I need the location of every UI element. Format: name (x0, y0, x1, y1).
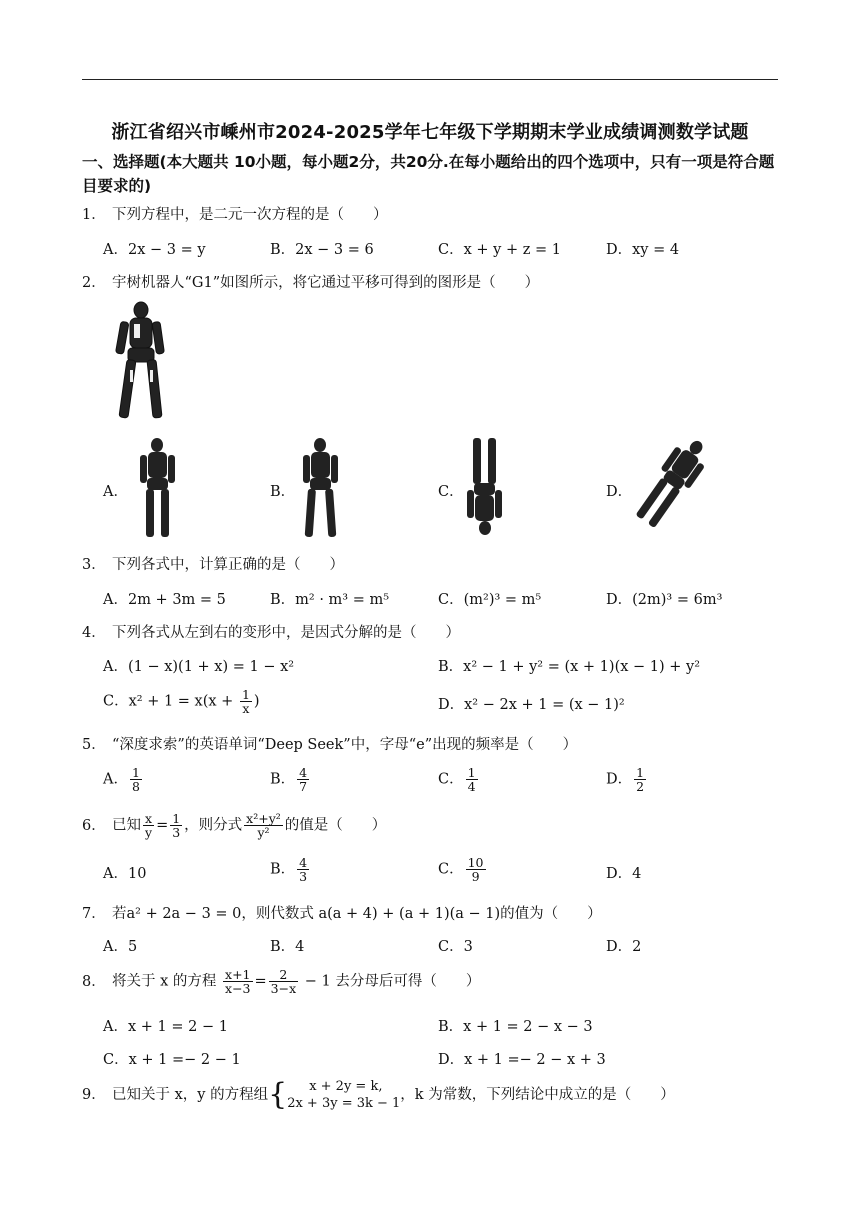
option-d[interactable]: D．xy = 4 (606, 242, 680, 258)
option-a[interactable]: A． $\frac{1}{8}$ (103, 765, 140, 794)
option-a[interactable]: A．(1 − x)(1 + x) = 1 − x² (103, 659, 295, 675)
option-b[interactable]: B．2x − 3 = 6 (270, 242, 374, 258)
question-stem: 若a² + 2a − 3 = 0，则代数式 a(a + 4) + (a + 1)(a − 1)的值为（ ） (112, 906, 602, 922)
option-c[interactable]: C． $\frac{10}{9}$ (438, 855, 484, 884)
option-c[interactable]: C．x + y + z = 1 (438, 242, 561, 258)
option-d[interactable]: D． $\frac{1}{2}$ (606, 765, 645, 794)
option-d[interactable]: D．x² − 2x + 1 = (x − 1)² (438, 697, 625, 713)
question-number: 5． (82, 737, 106, 753)
robot-option-d-figure[interactable] (632, 432, 712, 532)
question-number: 1． (82, 207, 106, 223)
question-number: 3． (82, 557, 106, 573)
option-b[interactable]: B．x² − 1 + y² = (x + 1)(x − 1) + y² (438, 659, 701, 675)
question-stem: 下列各式从左到右的变形中，是因式分解的是（ ） (112, 625, 460, 641)
option-b[interactable]: B． $\frac{4}{7}$ (270, 765, 308, 794)
question-stem: “深度求索”的英语单词“Deep Seek”中，字母“e”出现的频率是（ ） (112, 737, 578, 753)
option-a[interactable]: A．2m + 3m = 5 (103, 592, 226, 608)
question-7 (82, 902, 602, 923)
option-d[interactable]: D．2 (606, 939, 642, 955)
question-6: 6． 已知 $\frac{x}{y}$ = $\frac{1}{3}$ ，则分式 $\frac{\text{x²+y²}}{\text{y²}}$ 的值是（ ） (82, 811, 387, 840)
question-number: 4． (82, 625, 106, 641)
question-stem: 宇树机器人“G1”如图所示，将它通过平移可得到的图形是（ ） (112, 275, 540, 291)
option-a[interactable]: A．x + 1 = 2 − 1 (103, 1019, 228, 1035)
option-c[interactable]: C．x + 1 =− 2 − 1 (103, 1052, 241, 1068)
option-c[interactable]: C．x² + 1 = x(x + $\frac{1}{x}$ ) (103, 687, 260, 716)
option-a[interactable]: A． (103, 484, 128, 500)
question-1 (82, 203, 388, 224)
question-stem: 下列各式中，计算正确的是（ ） (112, 557, 344, 573)
question-number: 8． (82, 973, 106, 990)
option-d[interactable]: D．(2m)³ = 6m³ (606, 592, 723, 608)
robot-option-a-figure[interactable] (135, 437, 180, 539)
option-b[interactable]: B．m² · m³ = m⁵ (270, 592, 390, 608)
question-4 (82, 621, 460, 642)
option-d[interactable]: D． (606, 484, 633, 500)
option-c[interactable]: C．3 (438, 939, 473, 955)
question-number: 7． (82, 906, 106, 922)
option-a[interactable]: A．5 (103, 939, 138, 955)
question-8: 8． 将关于 x 的方程 $\frac{x+1}{x-3}$ = $\frac{2}{3-x}$ − 1 去分母后可得（ ） (82, 967, 481, 996)
robot-g1-figure (108, 300, 170, 424)
page-title: 浙江省绍兴市嵊州市2024-2025学年七年级下学期期末学业成绩调测数学试题 (111, 122, 749, 143)
robot-option-c-figure[interactable] (463, 436, 508, 536)
section-heading: 一、选择题(本大题共 10小题，每小题2分，共20分.在每小题给出的四个选项中，只有一项是符合题目要求的) (82, 153, 775, 195)
question-stem: 下列方程中，是二元一次方程的是（ ） (112, 207, 388, 223)
option-a[interactable]: A．10 (103, 866, 147, 882)
option-d[interactable]: D．x + 1 =− 2 − x + 3 (438, 1052, 606, 1068)
question-number: 9． (82, 1087, 106, 1103)
robot-option-b-figure[interactable] (298, 437, 343, 539)
question-5 (82, 733, 577, 754)
option-d[interactable]: D．4 (606, 866, 642, 882)
option-c[interactable]: C．(m²)³ = m⁵ (438, 592, 542, 608)
question-number: 2． (82, 275, 106, 291)
option-b[interactable]: B．x + 1 = 2 − x − 3 (438, 1019, 593, 1035)
question-number: 6． (82, 817, 106, 834)
option-c-text: C．x² + 1 = x(x + (103, 693, 238, 710)
question-9: 9． 已知关于 x，y 的方程组{ x + 2y = k, 2x + 3y = 3k − 1 ，k 为常数，下列结论中成立的是（ ） (82, 1077, 675, 1112)
option-c[interactable]: C． $\frac{1}{4}$ (438, 765, 476, 794)
question-3 (82, 553, 344, 574)
option-b[interactable]: B． (270, 484, 296, 500)
header-rule (82, 79, 778, 80)
question-2 (82, 271, 539, 292)
option-b[interactable]: B．4 (270, 939, 305, 955)
option-b[interactable]: B． $\frac{4}{3}$ (270, 855, 308, 884)
option-c[interactable]: C． (438, 484, 464, 500)
option-a[interactable]: A．2x − 3 = y (103, 242, 206, 258)
